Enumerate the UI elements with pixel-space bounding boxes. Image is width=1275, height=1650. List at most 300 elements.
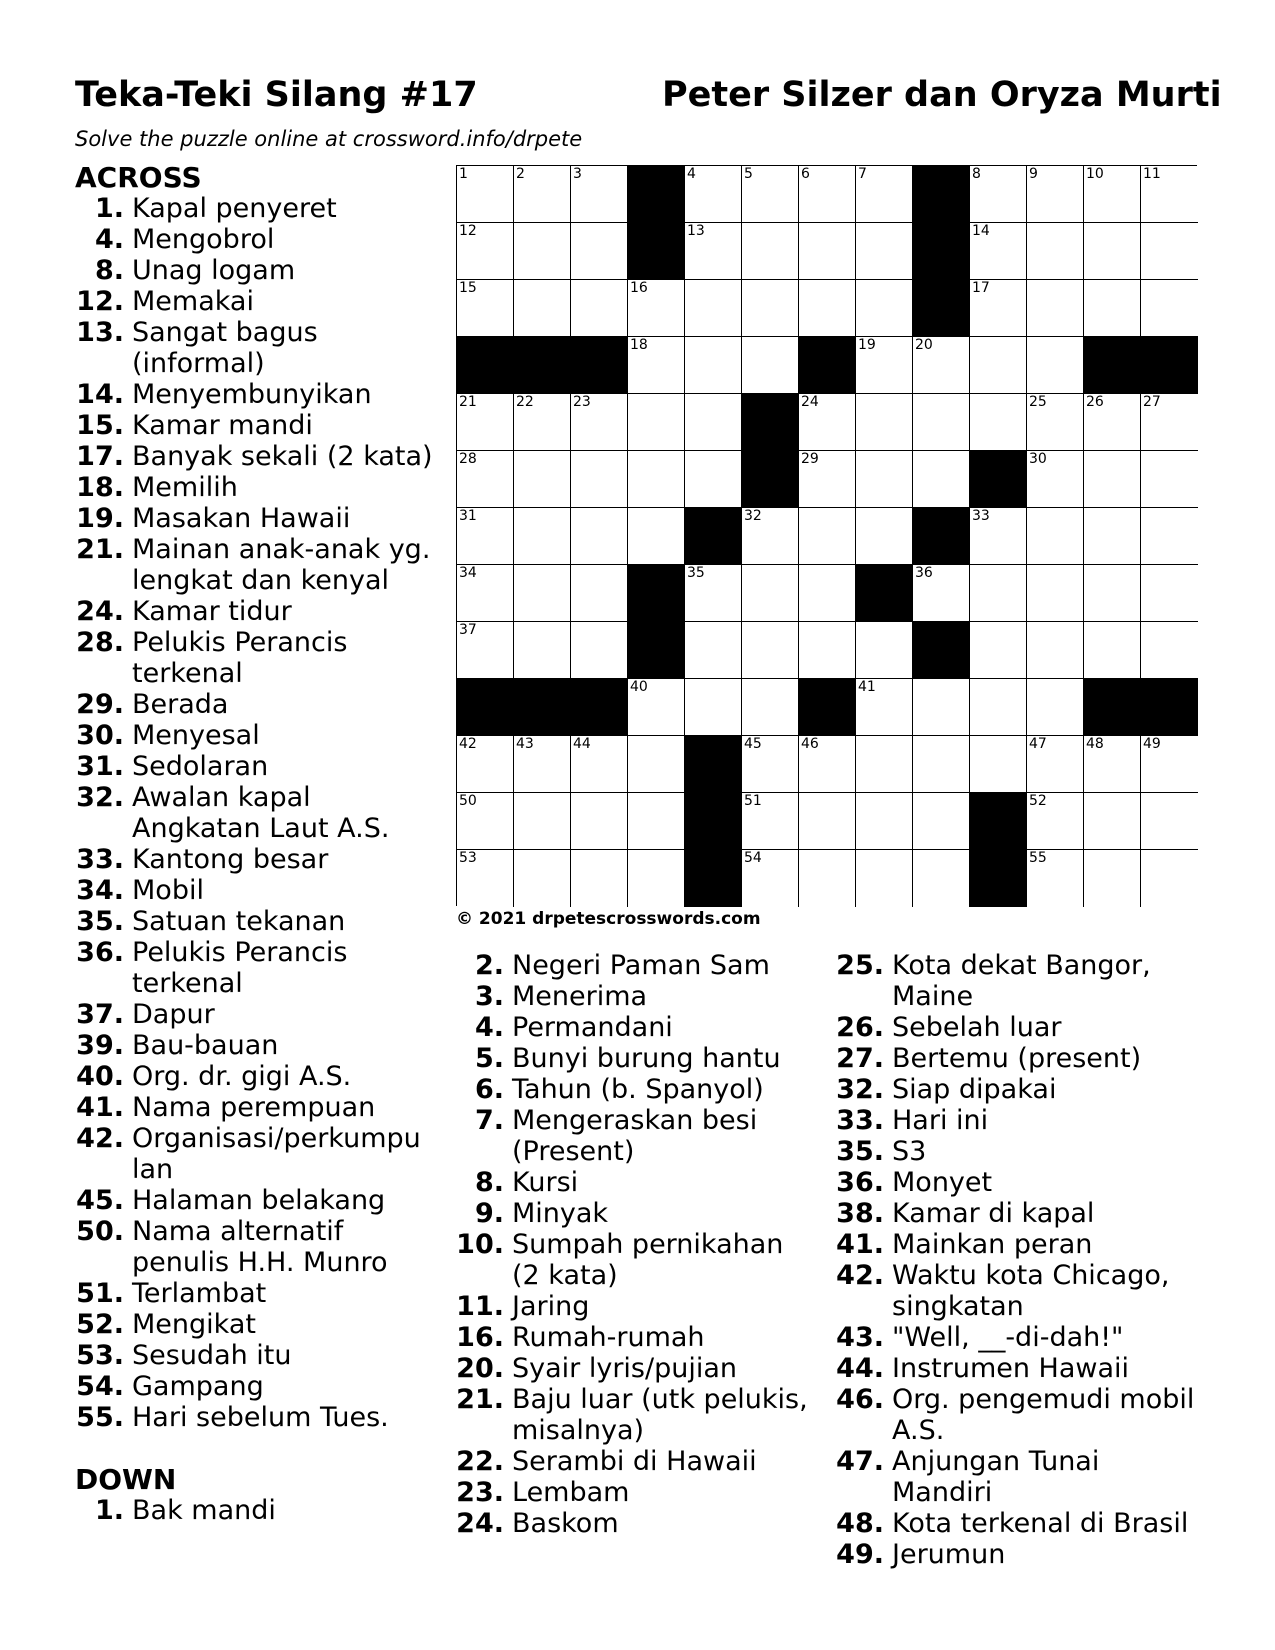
grid-cell[interactable] <box>799 508 856 565</box>
clue-number: 37. <box>76 999 124 1030</box>
clue-number: 24. <box>76 596 124 627</box>
cell-number: 30 <box>1029 451 1047 467</box>
down-clue <box>835 950 1205 1012</box>
clue-number: 32. <box>836 1074 884 1105</box>
grid-cell[interactable] <box>457 280 514 337</box>
clue-text: Org. pengemudi mobil A.S. <box>892 1384 1195 1446</box>
across-clue <box>75 1123 445 1185</box>
grid-cell[interactable] <box>970 280 1027 337</box>
grid-cell[interactable] <box>1027 793 1084 850</box>
grid-cell[interactable] <box>685 337 742 394</box>
across-clue <box>75 999 445 1030</box>
grid-block <box>628 565 685 622</box>
grid-cell[interactable] <box>856 337 913 394</box>
grid-cell[interactable] <box>799 793 856 850</box>
grid-cell[interactable] <box>1141 394 1198 451</box>
grid-cell[interactable] <box>1027 166 1084 223</box>
clue-text: Sedolaran <box>132 751 269 782</box>
grid-cell[interactable] <box>856 280 913 337</box>
grid-cell[interactable] <box>1027 565 1084 622</box>
grid-cell[interactable] <box>457 451 514 508</box>
grid-block <box>1141 679 1198 736</box>
down-clue <box>835 1198 1205 1229</box>
grid-cell[interactable] <box>685 451 742 508</box>
grid-block <box>913 622 970 679</box>
clue-number: 27. <box>836 1043 884 1074</box>
grid-cell[interactable] <box>685 280 742 337</box>
cell-number: 32 <box>744 508 762 524</box>
clue-text: Masakan Hawaii <box>132 503 351 534</box>
clue-text: Kota terkenal di Brasil <box>892 1508 1189 1539</box>
grid-cell[interactable] <box>1141 451 1198 508</box>
clue-text: Sumpah pernikahan (2 kata) <box>512 1229 784 1291</box>
clue-number: 23. <box>456 1477 504 1508</box>
grid-cell[interactable] <box>970 622 1027 679</box>
grid-cell[interactable] <box>799 622 856 679</box>
clue-text: Unag logam <box>132 255 296 286</box>
grid-cell[interactable] <box>856 223 913 280</box>
grid-cell[interactable] <box>628 736 685 793</box>
grid-block <box>856 565 913 622</box>
grid-cell[interactable] <box>970 394 1027 451</box>
grid-block <box>1084 679 1141 736</box>
grid-cell[interactable] <box>514 565 571 622</box>
grid-cell[interactable] <box>742 508 799 565</box>
down-clue <box>455 1074 815 1105</box>
clue-text: Menyembunyikan <box>132 379 372 410</box>
grid-cell[interactable] <box>571 565 628 622</box>
grid-cell[interactable] <box>970 565 1027 622</box>
across-clue <box>75 689 445 720</box>
across-clue <box>75 875 445 906</box>
grid-cell[interactable] <box>1027 622 1084 679</box>
clue-text: Hari sebelum Tues. <box>132 1402 389 1433</box>
down-clue <box>835 1508 1205 1539</box>
cell-number: 41 <box>858 679 876 695</box>
cell-number: 24 <box>801 394 819 410</box>
cell-number: 40 <box>630 679 648 695</box>
grid-cell[interactable] <box>913 394 970 451</box>
clue-number: 4. <box>94 224 124 255</box>
across-clue <box>75 1371 445 1402</box>
clue-text: Tahun (b. Spanyol) <box>512 1074 764 1105</box>
grid-cell[interactable] <box>571 394 628 451</box>
cell-number: 20 <box>915 337 933 353</box>
clue-number: 10. <box>456 1229 504 1260</box>
grid-cell[interactable] <box>571 166 628 223</box>
down-clue <box>835 1353 1205 1384</box>
grid-cell[interactable] <box>913 565 970 622</box>
clue-text: Bunyi burung hantu <box>512 1043 781 1074</box>
grid-cell[interactable] <box>913 337 970 394</box>
grid-cell[interactable] <box>856 850 913 907</box>
clue-text: Monyet <box>892 1167 993 1198</box>
cell-number: 5 <box>744 166 753 182</box>
grid-cell[interactable] <box>799 736 856 793</box>
grid-cell[interactable] <box>457 565 514 622</box>
grid-cell[interactable] <box>514 736 571 793</box>
down-clue <box>835 1105 1205 1136</box>
clue-number: 8. <box>94 255 124 286</box>
cell-number: 12 <box>459 223 477 239</box>
grid-cell[interactable] <box>1084 736 1141 793</box>
clue-number: 25. <box>836 950 884 981</box>
across-clue <box>75 534 445 596</box>
grid-cell[interactable] <box>1027 337 1084 394</box>
grid-cell[interactable] <box>1027 679 1084 736</box>
grid-cell[interactable] <box>1027 280 1084 337</box>
cell-number: 39 <box>915 622 933 638</box>
grid-cell[interactable] <box>799 850 856 907</box>
across-clue <box>75 1402 445 1433</box>
grid-cell[interactable] <box>571 622 628 679</box>
grid-cell[interactable] <box>628 337 685 394</box>
grid-cell[interactable] <box>514 223 571 280</box>
grid-cell[interactable] <box>685 679 742 736</box>
grid-cell[interactable] <box>799 565 856 622</box>
clue-number: 30. <box>76 720 124 751</box>
grid-cell[interactable] <box>742 565 799 622</box>
clue-number: 42. <box>836 1260 884 1291</box>
grid-cell[interactable] <box>457 793 514 850</box>
grid-block <box>571 679 628 736</box>
grid-cell[interactable] <box>856 679 913 736</box>
grid-cell[interactable] <box>457 223 514 280</box>
grid-cell[interactable] <box>685 166 742 223</box>
cell-number: 3 <box>573 166 582 182</box>
cell-number: 7 <box>858 166 867 182</box>
clue-number: 13. <box>76 317 124 348</box>
cell-number: 15 <box>459 280 477 296</box>
grid-cell[interactable] <box>799 166 856 223</box>
grid-cell[interactable] <box>571 451 628 508</box>
grid-cell[interactable] <box>799 280 856 337</box>
across-clue <box>75 1185 445 1216</box>
grid-cell[interactable] <box>970 679 1027 736</box>
clues-column-2 <box>455 950 815 1539</box>
grid-cell[interactable] <box>1084 508 1141 565</box>
cell-number: 47 <box>1029 736 1047 752</box>
grid-cell[interactable] <box>856 793 913 850</box>
grid-cell[interactable] <box>856 166 913 223</box>
clue-number: 42. <box>76 1123 124 1154</box>
clue-text: Jerumun <box>892 1539 1006 1570</box>
clue-text: Dapur <box>132 999 215 1030</box>
clue-number: 21. <box>456 1384 504 1415</box>
grid-cell[interactable] <box>571 508 628 565</box>
clue-number: 20. <box>456 1353 504 1384</box>
grid-cell[interactable] <box>1084 223 1141 280</box>
clue-text: Kantong besar <box>132 844 329 875</box>
grid-block <box>913 508 970 565</box>
grid-cell[interactable] <box>1027 736 1084 793</box>
grid-block <box>514 679 571 736</box>
grid-block <box>685 850 742 907</box>
cell-number: 31 <box>459 508 477 524</box>
across-clue <box>75 720 445 751</box>
down-clue <box>455 950 815 981</box>
clue-text: Nama alternatif penulis H.H. Munro <box>132 1216 388 1278</box>
grid-cell[interactable] <box>514 280 571 337</box>
across-clue <box>75 379 445 410</box>
grid-cell[interactable] <box>1084 280 1141 337</box>
across-clue-list <box>75 193 445 1433</box>
cell-number: 9 <box>1029 166 1038 182</box>
grid-cell[interactable] <box>571 223 628 280</box>
clue-number: 1. <box>94 193 124 224</box>
down-clue <box>455 1012 815 1043</box>
grid-cell[interactable] <box>628 394 685 451</box>
grid-cell[interactable] <box>1141 793 1198 850</box>
down-clue <box>455 1477 815 1508</box>
grid-cell[interactable] <box>913 736 970 793</box>
grid-cell[interactable] <box>970 337 1027 394</box>
grid-cell[interactable] <box>1141 850 1198 907</box>
down-clue <box>835 1136 1205 1167</box>
clue-text: "Well, __-di-dah!" <box>892 1322 1124 1353</box>
clue-number: 6. <box>474 1074 504 1105</box>
cell-number: 51 <box>744 793 762 809</box>
clue-text: Negeri Paman Sam <box>512 950 770 981</box>
grid-cell[interactable] <box>571 850 628 907</box>
grid-cell[interactable] <box>1027 223 1084 280</box>
grid-cell[interactable] <box>856 508 913 565</box>
grid-cell[interactable] <box>970 736 1027 793</box>
clue-number: 4. <box>474 1012 504 1043</box>
grid-block <box>628 622 685 679</box>
grid-cell[interactable] <box>970 508 1027 565</box>
grid-cell[interactable] <box>1141 166 1198 223</box>
grid-cell[interactable] <box>1084 166 1141 223</box>
clue-text: Minyak <box>512 1198 609 1229</box>
grid-cell[interactable] <box>514 394 571 451</box>
grid-cell[interactable] <box>571 280 628 337</box>
grid-cell[interactable] <box>1141 622 1198 679</box>
clue-number: 11. <box>456 1291 504 1322</box>
down-clue <box>455 1198 815 1229</box>
clue-text: Anjungan Tunai Mandiri <box>892 1446 1100 1508</box>
cell-number: 46 <box>801 736 819 752</box>
clue-text: Berada <box>132 689 229 720</box>
cell-number: 27 <box>1143 394 1161 410</box>
grid-cell[interactable] <box>571 736 628 793</box>
grid-block <box>913 166 970 223</box>
grid-cell[interactable] <box>742 736 799 793</box>
grid-cell[interactable] <box>1027 850 1084 907</box>
clue-text: Awalan kapal Angkatan Laut A.S. <box>132 782 390 844</box>
across-clue <box>75 410 445 441</box>
grid-cell[interactable] <box>628 451 685 508</box>
clue-number: 2. <box>474 950 504 981</box>
cell-number: 10 <box>1086 166 1104 182</box>
clues-column-3 <box>835 950 1205 1570</box>
grid-cell[interactable] <box>457 850 514 907</box>
grid-cell[interactable] <box>1084 850 1141 907</box>
grid-cell[interactable] <box>742 793 799 850</box>
clue-number: 22. <box>456 1446 504 1477</box>
cell-number: 52 <box>1029 793 1047 809</box>
clue-number: 55. <box>76 1402 124 1433</box>
grid-cell[interactable] <box>1141 736 1198 793</box>
cell-number: 43 <box>516 736 534 752</box>
down-clue <box>835 1260 1205 1322</box>
grid-cell[interactable] <box>514 793 571 850</box>
clues-column-1 <box>75 162 445 1526</box>
grid-cell[interactable] <box>457 508 514 565</box>
clue-number: 39. <box>76 1030 124 1061</box>
grid-cell[interactable] <box>913 679 970 736</box>
grid-cell[interactable] <box>628 793 685 850</box>
grid-cell[interactable] <box>742 166 799 223</box>
grid-cell[interactable] <box>970 166 1027 223</box>
down-clue <box>835 1012 1205 1043</box>
grid-cell[interactable] <box>1084 394 1141 451</box>
clue-text: Kamar mandi <box>132 410 313 441</box>
clue-text: Lembam <box>512 1477 630 1508</box>
grid-cell[interactable] <box>970 223 1027 280</box>
grid-cell[interactable] <box>1084 622 1141 679</box>
clue-number: 35. <box>76 906 124 937</box>
grid-cell[interactable] <box>742 622 799 679</box>
clue-number: 47. <box>836 1446 884 1477</box>
clue-number: 46. <box>836 1384 884 1415</box>
grid-cell[interactable] <box>1141 508 1198 565</box>
clue-number: 21. <box>76 534 124 565</box>
clue-number: 41. <box>836 1229 884 1260</box>
clue-text: Pelukis Perancis terkenal <box>132 937 348 999</box>
across-clue <box>75 1092 445 1123</box>
cell-number: 1 <box>459 166 468 182</box>
across-clue <box>75 627 445 689</box>
grid-cell[interactable] <box>685 223 742 280</box>
down-clue-list-part-3 <box>835 950 1205 1570</box>
grid-cell[interactable] <box>742 337 799 394</box>
clue-text: Rumah-rumah <box>512 1322 705 1353</box>
grid-cell[interactable] <box>457 166 514 223</box>
clue-text: Sangat bagus (informal) <box>132 317 318 379</box>
clue-text: Menerima <box>512 981 648 1012</box>
clue-number: 7. <box>474 1105 504 1136</box>
grid-cell[interactable] <box>457 622 514 679</box>
clue-text: Pelukis Perancis terkenal <box>132 627 348 689</box>
grid-cell[interactable] <box>1027 394 1084 451</box>
grid-cell[interactable] <box>799 223 856 280</box>
clue-text: Baskom <box>512 1508 619 1539</box>
cell-number: 6 <box>801 166 810 182</box>
grid-block <box>685 793 742 850</box>
clue-text: S3 <box>892 1136 927 1167</box>
down-clue <box>455 1322 815 1353</box>
grid-cell[interactable] <box>514 622 571 679</box>
grid-cell[interactable] <box>742 850 799 907</box>
down-clue <box>835 1043 1205 1074</box>
clue-number: 18. <box>76 472 124 503</box>
clue-number: 48. <box>836 1508 884 1539</box>
grid-block <box>1141 337 1198 394</box>
grid-block <box>742 451 799 508</box>
clue-text: Hari ini <box>892 1105 989 1136</box>
grid-cell[interactable] <box>685 394 742 451</box>
cell-number: 38 <box>630 622 648 638</box>
across-clue <box>75 1216 445 1278</box>
cell-number: 50 <box>459 793 477 809</box>
grid-cell[interactable] <box>742 280 799 337</box>
grid-cell[interactable] <box>628 679 685 736</box>
grid-cell[interactable] <box>856 394 913 451</box>
clue-text: Siap dipakai <box>892 1074 1057 1105</box>
clue-number: 1. <box>94 1495 124 1526</box>
cell-number: 34 <box>459 565 477 581</box>
grid-cell[interactable] <box>628 850 685 907</box>
grid-cell[interactable] <box>742 223 799 280</box>
grid-cell[interactable] <box>514 166 571 223</box>
cell-number: 28 <box>459 451 477 467</box>
clue-text: Bertemu (present) <box>892 1043 1142 1074</box>
across-clue <box>75 317 445 379</box>
puzzle-authors: Peter Silzer dan Oryza Murti <box>662 75 1222 115</box>
across-clue <box>75 906 445 937</box>
grid-cell[interactable] <box>1027 451 1084 508</box>
down-clue <box>835 1074 1205 1105</box>
grid-cell[interactable] <box>457 736 514 793</box>
grid-cell[interactable] <box>742 679 799 736</box>
down-clue <box>835 1229 1205 1260</box>
across-clue <box>75 1340 445 1371</box>
grid-cell[interactable] <box>685 565 742 622</box>
grid-cell[interactable] <box>1084 793 1141 850</box>
cell-number: 37 <box>459 622 477 638</box>
grid-cell[interactable] <box>571 793 628 850</box>
clue-text: Baju luar (utk pelukis, misalnya) <box>512 1384 808 1446</box>
grid-cell[interactable] <box>685 622 742 679</box>
grid-cell[interactable] <box>913 850 970 907</box>
grid-cell[interactable] <box>514 451 571 508</box>
grid-cell[interactable] <box>913 793 970 850</box>
grid-cell[interactable] <box>1084 565 1141 622</box>
grid-cell[interactable] <box>1141 280 1198 337</box>
cell-number: 18 <box>630 337 648 353</box>
clue-number: 53. <box>76 1340 124 1371</box>
grid-cell[interactable] <box>856 736 913 793</box>
grid-cell[interactable] <box>856 622 913 679</box>
grid-cell[interactable] <box>628 280 685 337</box>
cell-number: 35 <box>687 565 705 581</box>
clue-number: 31. <box>76 751 124 782</box>
grid-cell[interactable] <box>856 451 913 508</box>
across-clue <box>75 193 445 224</box>
grid-cell[interactable] <box>1141 223 1198 280</box>
grid-cell[interactable] <box>1084 451 1141 508</box>
grid-cell[interactable] <box>799 394 856 451</box>
grid-cell[interactable] <box>628 508 685 565</box>
clue-number: 38. <box>836 1198 884 1229</box>
grid-cell[interactable] <box>1141 565 1198 622</box>
across-clue <box>75 472 445 503</box>
grid-cell[interactable] <box>1027 508 1084 565</box>
grid-cell[interactable] <box>514 508 571 565</box>
across-clue <box>75 255 445 286</box>
clue-number: 19. <box>76 503 124 534</box>
clue-number: 14. <box>76 379 124 410</box>
across-clue <box>75 441 445 472</box>
grid-cell[interactable] <box>457 394 514 451</box>
across-clue <box>75 751 445 782</box>
cell-number: 55 <box>1029 850 1047 866</box>
grid-cell[interactable] <box>514 850 571 907</box>
grid-cell[interactable] <box>913 451 970 508</box>
grid-cell[interactable] <box>799 451 856 508</box>
down-heading: DOWN <box>75 1463 177 1496</box>
